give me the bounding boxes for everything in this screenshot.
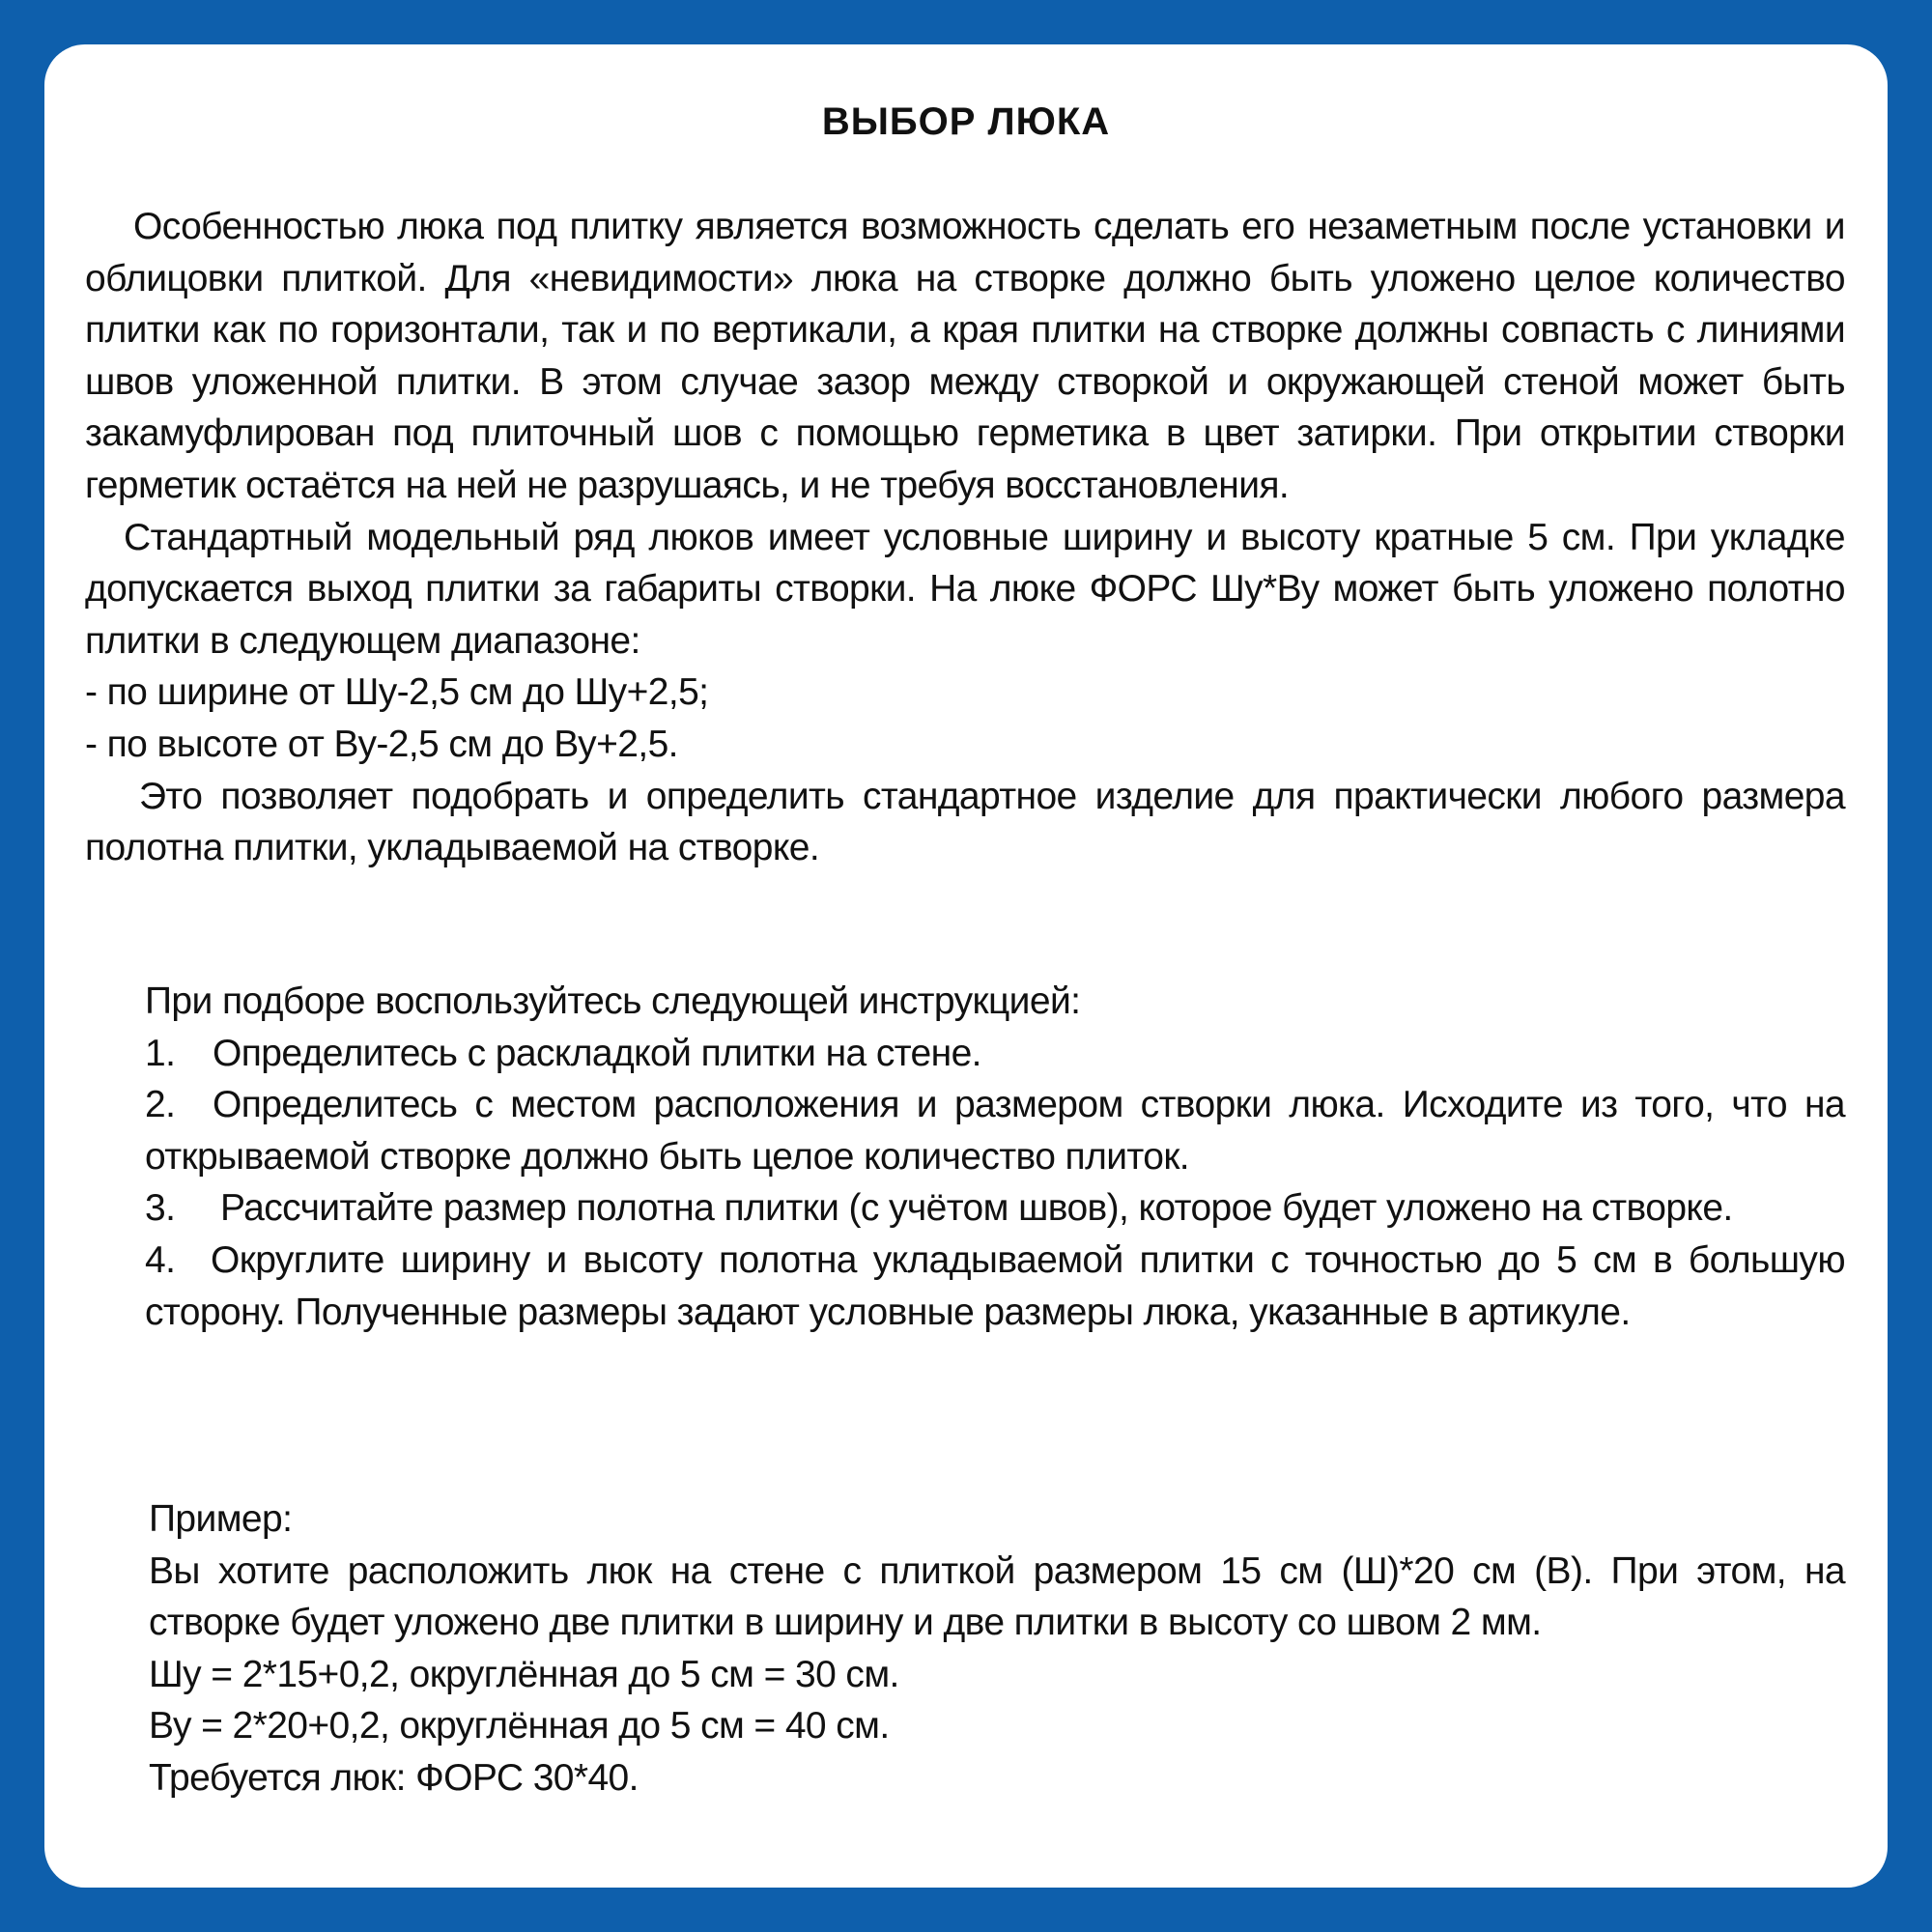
- step-text: Определитесь с местом расположения и размером створки люка. Исходите из того, что на открываемой створке должно быть целое количество плиток.: [145, 1084, 1845, 1178]
- intro-paragraph-1: Особенностью люка под плитку является возможность сделать его незаметным после установки и облицовки плиткой. Для «невидимости» люка на створке должно быть уложено целое количество плитки как по горизонтали, так и по вертикали, а края плитки на створке должны совпасть с линиями швов уложенной плитки. В этом случае зазор между створкой и окружающей стеной может быть закамуфлирован под плиточный шов с помощью герметика в цвет затирки. При открытии створки герметик остаётся на ней не разрушаясь, и не требуя восстановления.: [85, 206, 1845, 506]
- step-text: Округлите ширину и высоту полотна укладываемой плитки с точностью до 5 см в большую сторону. Полученные размеры задают условные размеры люка, указанные в артикуле.: [145, 1238, 1845, 1333]
- instruction-step: [145, 1079, 1845, 1182]
- range-width-item: - по ширине от Шу-2,5 см до Шу+2,5;: [85, 671, 709, 714]
- intro-paragraph-3: Это позволяет подобрать и определить стандартное изделие для практически любого размера полотна плитки, укладываемой на створке.: [85, 775, 1845, 869]
- step-text: Определитесь с раскладкой плитки на стене.: [213, 1032, 981, 1074]
- example-section: [149, 1493, 1845, 1804]
- intro-section: [85, 201, 1845, 874]
- step-number: 4.: [145, 1238, 176, 1281]
- range-height-item: - по высоте от Ву-2,5 см до Ву+2,5.: [85, 723, 678, 765]
- intro-paragraph-2: Стандартный модельный ряд люков имеет условные ширину и высоту кратные 5 см. При укладке допускается выход плитки за габариты створки. На люке ФОРС Шу*Ву может быть уложено полотно плитки в следующем диапазоне:: [85, 516, 1845, 662]
- step-number: 2.: [145, 1084, 176, 1126]
- step-number: 1.: [145, 1032, 176, 1074]
- page-title: ВЫБОР ЛЮКА: [821, 100, 1111, 143]
- example-text: Вы хотите расположить люк на стене с плиткой размером 15 см (Ш)*20 см (В). При этом, на створке будет уложено две плитки в ширину и две плитки в высоту со швом 2 мм.: [149, 1549, 1845, 1644]
- step-text: Рассчитайте размер полотна плитки (с учётом швов), которое будет уложено на створке.: [220, 1187, 1733, 1230]
- example-result: Требуется люк: ФОРС 30*40.: [149, 1756, 639, 1799]
- step-number: 3.: [145, 1187, 176, 1230]
- step-paragraph: [145, 1182, 1845, 1235]
- instruction-step: [145, 1182, 1845, 1235]
- instruction-step: [145, 1028, 1845, 1080]
- example-label: Пример:: [149, 1498, 293, 1540]
- instruction-step: [145, 1235, 1845, 1338]
- step-paragraph: [145, 1079, 1845, 1182]
- example-calc-height: Ву = 2*20+0,2, округлённая до 5 см = 40 см.: [149, 1705, 890, 1747]
- instructions-section: [145, 976, 1845, 1338]
- example-calc-width: Шу = 2*15+0,2, округлённая до 5 см = 30 см.: [149, 1653, 899, 1695]
- step-paragraph: [145, 1235, 1845, 1338]
- instructions-intro: При подборе воспользуйтесь следующей инструкцией:: [145, 980, 1081, 1022]
